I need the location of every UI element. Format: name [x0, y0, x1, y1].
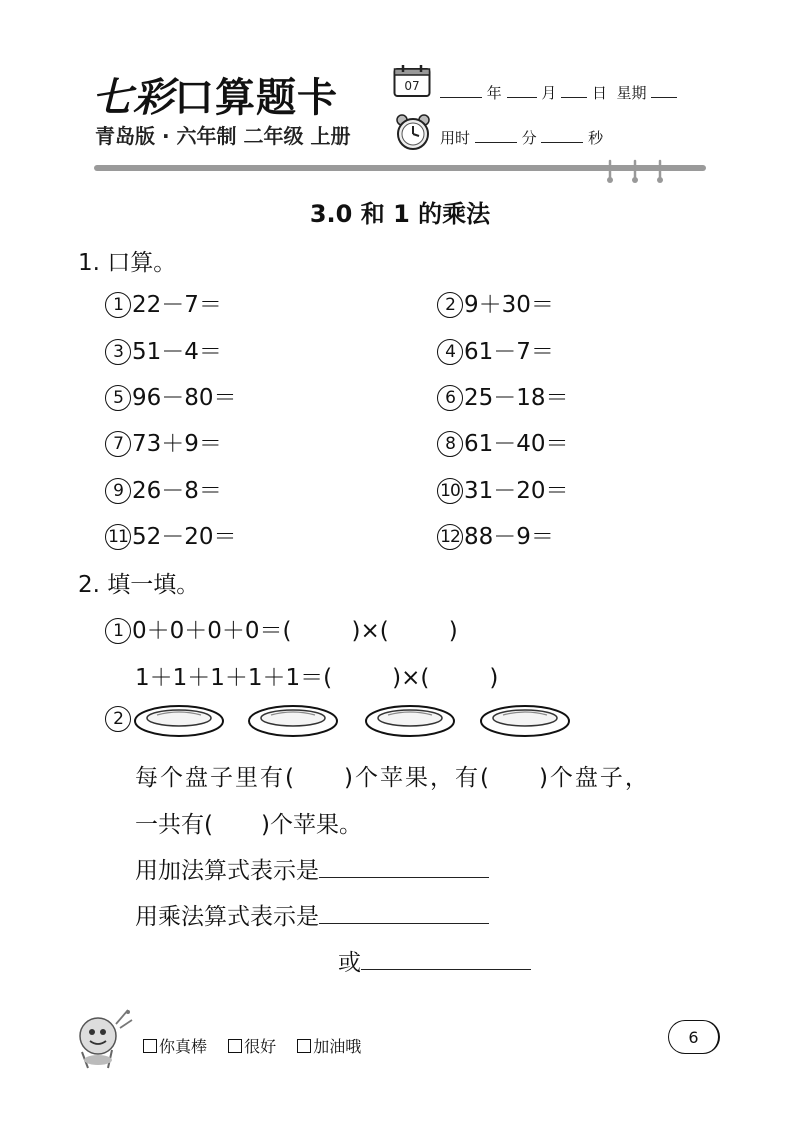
q2-line-1: [135, 759, 650, 792]
mul-label: 用乘法算式表示是: [135, 904, 319, 930]
q2-text: )个苹果。: [260, 812, 362, 838]
calc-item: [105, 472, 222, 505]
item-number: 1: [105, 292, 131, 318]
q2-or-row: [338, 944, 531, 977]
self-rating: [143, 1034, 377, 1057]
weekday-label: 星期: [616, 84, 647, 102]
q2-mul-row: [135, 898, 489, 931]
section-1-title: 1. 口算。: [78, 250, 177, 276]
calc-item: [105, 333, 222, 366]
calc-item: [437, 425, 569, 458]
calc-expression: 25－18＝: [464, 385, 569, 411]
rating-label: 很好: [244, 1037, 277, 1056]
rating-option[interactable]: [297, 1037, 361, 1056]
plates-illustration: [133, 702, 583, 742]
brand-logo: [92, 66, 338, 123]
item-number: 2: [437, 292, 463, 318]
plate-icon: [249, 706, 337, 736]
rating-option[interactable]: [228, 1037, 276, 1056]
q2-add-row: [135, 852, 489, 885]
calc-item: [437, 472, 569, 505]
q1-line-1: [105, 612, 458, 645]
plate-icon: [481, 706, 569, 736]
mascot-icon: [72, 1006, 134, 1072]
checkbox-icon[interactable]: [228, 1039, 242, 1053]
q2-number-wrap: [105, 706, 132, 732]
edition-label: 青岛版 · 六年制 二年级 上册: [95, 124, 351, 148]
month-blank[interactable]: [507, 83, 537, 98]
q2-text: 每个盘子里有(: [135, 765, 296, 791]
section-2-title: 2. 填一填。: [78, 572, 200, 598]
calc-expression: 61－7＝: [464, 339, 554, 365]
year-blank[interactable]: [440, 83, 482, 98]
paren-close: ): [489, 665, 499, 691]
calc-item: [105, 425, 222, 458]
page-number: 6: [668, 1020, 720, 1054]
calc-expression: 31－20＝: [464, 478, 569, 504]
paren-times: )×(: [351, 618, 389, 644]
calc-item: [437, 333, 554, 366]
calc-expression: 22－7＝: [132, 292, 222, 318]
seconds-label: 秒: [588, 129, 604, 147]
plate-icon: [366, 706, 454, 736]
paren-times: )×(: [392, 665, 430, 691]
calc-expression: 73＋9＝: [132, 431, 222, 457]
add-answer-line[interactable]: [319, 855, 489, 878]
item-number: 10: [437, 478, 463, 504]
item-number: 9: [105, 478, 131, 504]
calc-item: [437, 518, 554, 551]
calc-item: [437, 286, 554, 319]
calc-expression: 26－8＝: [132, 478, 222, 504]
year-label: 年: [486, 84, 502, 102]
item-number: 5: [105, 385, 131, 411]
paren-close: ): [448, 618, 458, 644]
calc-expression: 61－40＝: [464, 431, 569, 457]
calc-expression: 96－80＝: [132, 385, 237, 411]
divider-ornament: [600, 158, 670, 184]
minutes-blank[interactable]: [475, 128, 517, 143]
day-blank[interactable]: [561, 83, 587, 98]
calc-expression: 88－9＝: [464, 524, 554, 550]
q2-line-2: [135, 806, 362, 839]
q2-number: 2: [105, 706, 131, 732]
plate-icon: [135, 706, 223, 736]
q2-text: 一共有(: [135, 812, 213, 838]
or-label: 或: [338, 950, 361, 976]
item-number: 3: [105, 339, 131, 365]
day-label: 日: [591, 84, 607, 102]
weekday-blank[interactable]: [651, 83, 677, 98]
q1-line-2: [135, 659, 498, 692]
date-row: [440, 82, 677, 103]
brand-logo-qicai: 七彩: [92, 74, 174, 121]
rating-label: 你真棒: [159, 1037, 208, 1056]
time-row: [440, 127, 603, 148]
calc-item: [105, 518, 237, 551]
item-number: 6: [437, 385, 463, 411]
brand-logo-title: 口算题卡: [174, 75, 338, 121]
calc-expression: 51－4＝: [132, 339, 222, 365]
q1-expression-2: 1＋1＋1＋1＋1＝(: [135, 665, 333, 691]
calc-item: [437, 379, 569, 412]
time-label: 用时: [440, 129, 471, 147]
item-number: 12: [437, 524, 463, 550]
calc-item: [105, 379, 237, 412]
q1-expression: 0＋0＋0＋0＝(: [132, 618, 292, 644]
month-label: 月: [541, 84, 557, 102]
add-label: 用加法算式表示是: [135, 858, 319, 884]
checkbox-icon[interactable]: [297, 1039, 311, 1053]
checkbox-icon[interactable]: [143, 1039, 157, 1053]
seconds-blank[interactable]: [541, 128, 583, 143]
item-number: 11: [105, 524, 131, 550]
mul-answer-line[interactable]: [319, 901, 489, 924]
q2-text: )个盘子，: [538, 765, 650, 791]
item-number: 4: [437, 339, 463, 365]
rating-label: 加油哦: [313, 1037, 362, 1056]
lesson-title: 3.0 和 1 的乘法: [309, 200, 491, 228]
item-number: 7: [105, 431, 131, 457]
or-answer-line[interactable]: [361, 947, 531, 970]
clock-icon: [394, 113, 432, 151]
q2-text: )个苹果，有(: [343, 765, 491, 791]
calc-expression: 9＋30＝: [464, 292, 554, 318]
calc-item: [105, 286, 222, 319]
rating-option[interactable]: [143, 1037, 207, 1056]
minutes-label: 分: [521, 129, 537, 147]
calendar-icon: [393, 64, 431, 98]
calendar-day: 07: [404, 79, 420, 93]
q1-number: 1: [105, 618, 131, 644]
calc-expression: 52－20＝: [132, 524, 237, 550]
item-number: 8: [437, 431, 463, 457]
